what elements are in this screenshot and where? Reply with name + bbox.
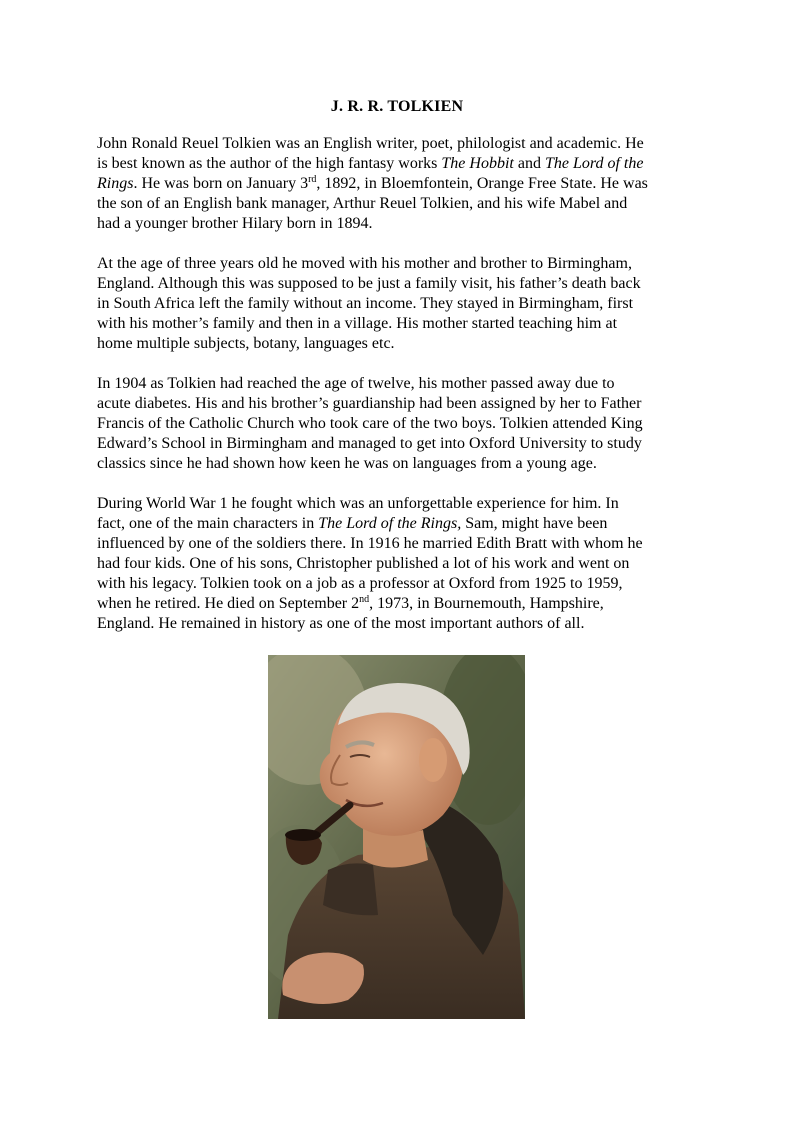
text-line: in South Africa left the family without an income. They stayed in Birmingham, first bbox=[97, 295, 634, 312]
portrait-photo bbox=[268, 655, 525, 1019]
text-line: John Ronald Reuel Tolkien was an English writer, poet, philologist and academic. He bbox=[97, 135, 644, 152]
book-title-lotr: The Lord of the Rings, bbox=[318, 515, 462, 532]
text-line: During World War 1 he fought which was an unforgettable experience for him. In bbox=[97, 495, 619, 512]
paragraph-3 bbox=[97, 374, 697, 474]
book-title-lotr: The Lord of the bbox=[544, 155, 644, 172]
text-line: Edward’s School in Birmingham and managed to get into Oxford University to study bbox=[97, 435, 642, 452]
text-line: the son of an English bank manager, Arthur Reuel Tolkien, and his wife Mabel and bbox=[97, 195, 628, 212]
paragraph-4 bbox=[97, 494, 697, 634]
text-line: England. Although this was supposed to be just a family visit, his father’s death back bbox=[97, 275, 641, 292]
paragraph-2 bbox=[97, 254, 697, 354]
text-line: England. He remained in history as one of the most important authors of all. bbox=[97, 615, 585, 632]
text-line: home multiple subjects, botany, languages etc. bbox=[97, 335, 395, 352]
paragraph-1 bbox=[97, 134, 697, 234]
text-line: In 1904 as Tolkien had reached the age of twelve, his mother passed away due to bbox=[97, 375, 615, 392]
text-line: is best known as the author of the high fantasy works The Hobbit and The Lord of the bbox=[97, 155, 644, 172]
text-line: classics since he had shown how keen he was on languages from a young age. bbox=[97, 455, 597, 472]
book-title-the-hobbit: The Hobbit bbox=[441, 155, 514, 172]
text-line: Rings. He was born on January 3rd, 1892, in Bloemfontein, Orange Free State. He was bbox=[97, 174, 648, 192]
text-line: At the age of three years old he moved with his mother and brother to Birmingham, bbox=[97, 255, 632, 272]
text-line: when he retired. He died on September 2nd, 1973, in Bournemouth, Hampshire, bbox=[97, 594, 604, 612]
text-line: with his legacy. Tolkien took on a job as a professor at Oxford from 1925 to 1959, bbox=[97, 575, 623, 592]
text-line: influenced by one of the soldiers there. In 1916 he married Edith Bratt with whom he bbox=[97, 535, 643, 552]
text-line: acute diabetes. His and his brother’s guardianship had been assigned by her to Father bbox=[97, 395, 642, 412]
document-title: J. R. R. TOLKIEN bbox=[330, 98, 464, 115]
text-line: with his mother’s family and then in a village. His mother started teaching him at bbox=[97, 315, 618, 332]
text-line: had a younger brother Hilary born in 1894. bbox=[97, 215, 373, 232]
text-line: had four kids. One of his sons, Christopher published a lot of his work and went on bbox=[97, 555, 630, 572]
document-page bbox=[97, 97, 697, 654]
text-line: fact, one of the main characters in The Lord of the Rings, Sam, might have been bbox=[97, 515, 608, 532]
text-line: Francis of the Catholic Church who took care of the two boys. Tolkien attended King bbox=[97, 415, 643, 432]
portrait-illustration bbox=[268, 655, 525, 1019]
